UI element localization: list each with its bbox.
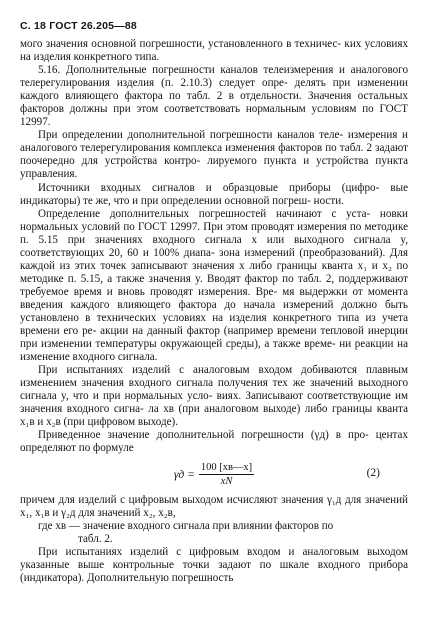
formula-number: (2) xyxy=(366,466,380,479)
paragraph-analog-input: При испытаниях изделий с аналоговым входом добиваются плавным изменением значения входного сигнала получения тех же значений выходного сигнала y, что и при нормальных усло- виях. Записывают соответствующие им значения входного сигна- ла xв (при аналоговом выходе) либо границы кванта x₁в и x₂в (при цифровом выходе). xyxy=(20,364,408,429)
paragraph-complex-factors: При определении дополнительной погрешности каналов теле- измерения и аналогового телерегулирования комплекса изменения факторов по табл. 2 задают поочередно для устройства контро- лируемого пункта и устройства пункта управления. xyxy=(20,129,408,181)
paragraph-5-16: 5.16. Дополнительные погрешности каналов телеизмерения и аналогового телерегулирования изделия (п. 2.10.3) следует опре- делять при изменении каждого влияющего фактора по табл. 2 в отдельности. Значения остальных факторов должны при этом соответствовать нормальным условиям по ГОСТ 12997. xyxy=(20,64,408,129)
formula-denominator: xN xyxy=(220,476,233,487)
paragraph-formula-intro: Приведенное значение дополнительной погрешности (γд) в про- центах определяют по формуле xyxy=(20,429,408,455)
where-clause-continuation: табл. 2. xyxy=(78,532,113,545)
paragraph-continuation: мого значения основной погрешности, установленного в техничес- ких условиях на изделия конкретного типа. xyxy=(20,38,408,64)
formula-fraction xyxy=(199,462,254,487)
formula-numerator: 100 [xв—x] xyxy=(200,462,253,473)
paragraph-after-formula: причем для изделий с цифровым выходом исчисляют значения γ₁д для значений x₁, x₁в и γ₂д для значений x₂, x₂в, xyxy=(20,493,408,519)
page-header: С. 18 ГОСТ 26.205—88 xyxy=(20,20,137,32)
where-clause: где xв — значение входного сигнала при влиянии факторов по xyxy=(38,519,334,532)
formula-2 xyxy=(20,457,408,493)
paragraph-digital-input: При испытаниях изделий с цифровым входом и аналоговым выходом указанные выше контрольные точки задают по шкале входного прибора (индикатора). Дополнительную погрешность xyxy=(20,545,408,584)
paragraph-determination: Определение дополнительных погрешностей начинают с уста- новки нормальных условий по ГОСТ 12997. При этом проводят измерения по методике п. 5.15 при значениях входного сигнала x или выходного сигнала y, соответствующих 20, 60 и 100% диапа- зона измерений (преобразований). Для каждой из этих точек записывают значения x либо границы кванта x₁ и x₂ по методике п. 5.15, а также значения y. Вводят фактор по табл. 2, поддерживают требуемое время и вновь проводят измерения. Вре- мя выдержки от момента введения каждого влияющего фактора до начала измерений должно быть установлено в технических условиях на изделия конкретного типа из учета времени его ре- акции на данный фактор (например времени тепловой инерции при изменении температуры окружающей среды), а также време- ни реакции на изменение входного сигнала. xyxy=(20,207,408,364)
formula-lhs: γд = xyxy=(173,468,195,481)
paragraph-signal-sources: Источники входных сигналов и образцовые приборы (цифро- вые индикаторы) те же, что и при определении основной погреш- ности. xyxy=(20,181,408,207)
